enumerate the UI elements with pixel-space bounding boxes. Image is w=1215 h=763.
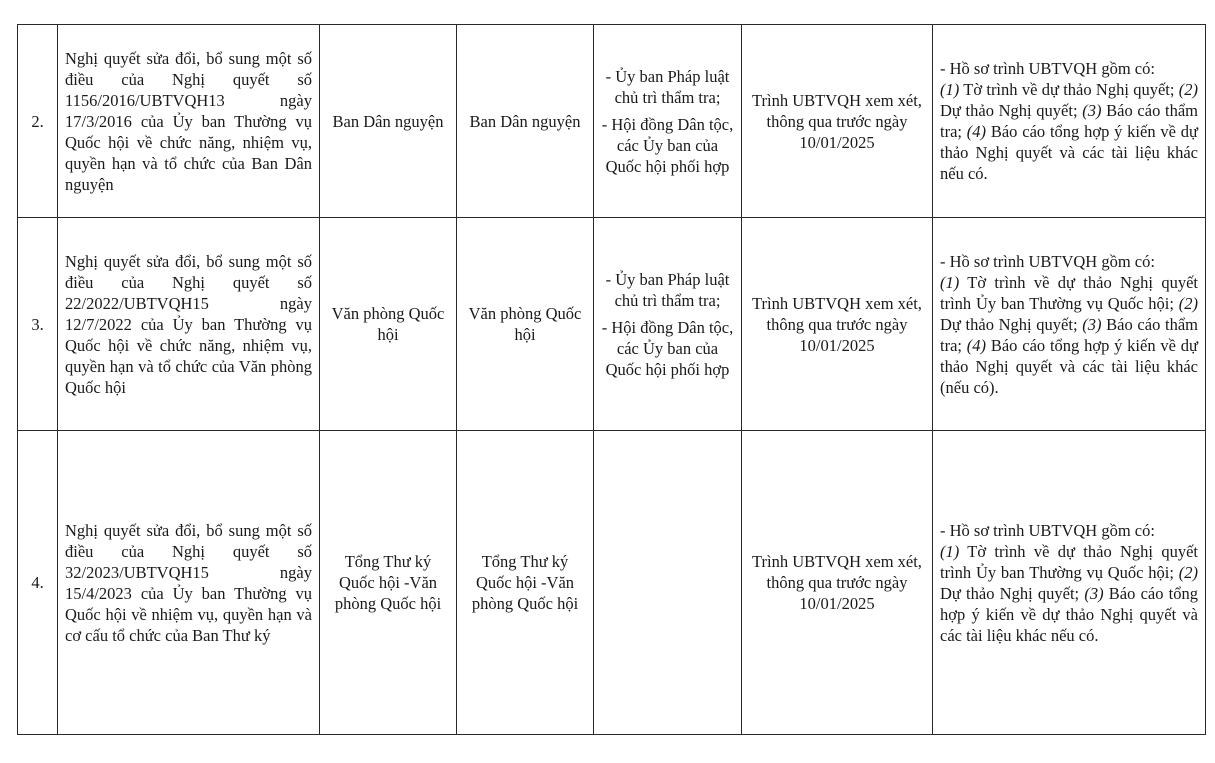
drafting-agency: Văn phòng Quốc hội bbox=[457, 218, 594, 431]
dossier-intro: - Hồ sơ trình UBTVQH gồm có: bbox=[940, 520, 1155, 540]
dossier-item-number: (2) bbox=[1178, 562, 1198, 582]
lead-agency: Ban Dân nguyện bbox=[320, 25, 457, 218]
review-coordinate: - Hội đồng Dân tộc, các Ủy ban của Quốc hội phối hợp bbox=[601, 114, 734, 176]
resolution-title: Nghị quyết sửa đổi, bổ sung một số điều của Nghị quyết số 1156/2016/UBTVQH13 ngày 17/3/2016 của Ủy ban Thường vụ Quốc hội về chức năng, nhiệm vụ, quyền hạn và tổ chức của Ban Dân nguyện bbox=[58, 25, 320, 218]
dossier-item-text: Dự thảo Nghị quyết; bbox=[940, 314, 1083, 334]
dossier-item-number: (3) bbox=[1084, 583, 1104, 603]
row-number: 4. bbox=[18, 431, 58, 735]
review-lead: - Ủy ban Pháp luật chủ trì thẩm tra; bbox=[605, 66, 730, 107]
table-row bbox=[18, 431, 1206, 735]
review-agencies-empty bbox=[594, 431, 742, 735]
dossier-item-number: (2) bbox=[1178, 293, 1198, 313]
dossier-item-text: Dự thảo Nghị quyết; bbox=[940, 101, 1083, 120]
dossier-item-number: (3) bbox=[1082, 101, 1102, 120]
dossier-item-number: (4) bbox=[966, 122, 987, 141]
timeline: Trình UBTVQH xem xét, thông qua trước ngày 10/01/2025 bbox=[742, 218, 933, 431]
drafting-agency: Ban Dân nguyện bbox=[457, 25, 594, 218]
dossier-item-number: (1) bbox=[940, 541, 960, 561]
dossier-item-number: (2) bbox=[1178, 80, 1198, 99]
drafting-agency: Tổng Thư ký Quốc hội -Văn phòng Quốc hội bbox=[457, 431, 594, 735]
dossier-item-number: (3) bbox=[1082, 314, 1102, 334]
resolution-table bbox=[17, 24, 1206, 735]
lead-agency: Văn phòng Quốc hội bbox=[320, 218, 457, 431]
dossier-item-text: Báo cáo tổng hợp ý kiến về dự thảo Nghị quyết và các tài liệu khác (nếu có). bbox=[940, 335, 1198, 397]
dossier bbox=[933, 25, 1206, 218]
dossier-item-text: Tờ trình về dự thảo Nghị quyết; bbox=[959, 80, 1179, 99]
review-agencies bbox=[594, 25, 742, 218]
resolution-title: Nghị quyết sửa đổi, bổ sung một số điều của Nghị quyết số 22/2022/UBTVQH15 ngày 12/7/2022 của Ủy ban Thường vụ Quốc hội về chức năng, nhiệm vụ, quyền hạn và tổ chức của Văn phòng Quốc hội bbox=[58, 218, 320, 431]
timeline: Trình UBTVQH xem xét, thông qua trước ngày 10/01/2025 bbox=[742, 431, 933, 735]
review-coordinate: - Hội đồng Dân tộc, các Ủy ban của Quốc hội phối hợp bbox=[601, 317, 734, 379]
dossier bbox=[933, 431, 1206, 735]
dossier-item-text: Tờ trình về dự thảo Nghị quyết trình Ủy ban Thường vụ Quốc hội; bbox=[940, 541, 1198, 582]
table-row bbox=[18, 25, 1206, 218]
dossier-item-text: Tờ trình về dự thảo Nghị quyết trình Ủy ban Thường vụ Quốc hội; bbox=[940, 272, 1198, 313]
table-row bbox=[18, 218, 1206, 431]
resolution-title: Nghị quyết sửa đổi, bổ sung một số điều của Nghị quyết số 32/2023/UBTVQH15 ngày 15/4/2023 của Ủy ban Thường vụ Quốc hội về nhiệm vụ, quyền hạn và cơ cấu tổ chức của Ban Thư ký bbox=[58, 431, 320, 735]
timeline: Trình UBTVQH xem xét, thông qua trước ngày 10/01/2025 bbox=[742, 25, 933, 218]
lead-agency: Tổng Thư ký Quốc hội -Văn phòng Quốc hội bbox=[320, 431, 457, 735]
review-agencies bbox=[594, 218, 742, 431]
dossier-item-text: Báo cáo thẩm tra; bbox=[940, 314, 1198, 355]
dossier-item-number: (1) bbox=[940, 272, 960, 292]
dossier-intro: - Hồ sơ trình UBTVQH gồm có: bbox=[940, 59, 1155, 78]
dossier-item-text: Báo cáo tổng hợp ý kiến về dự thảo Nghị quyết và các tài liệu khác nếu có. bbox=[940, 583, 1198, 645]
dossier-item-number: (1) bbox=[940, 80, 960, 99]
dossier-item-text: Báo cáo tổng hợp ý kiến về dự thảo Nghị quyết và các tài liệu khác nếu có. bbox=[940, 122, 1198, 183]
dossier-item-text: Dự thảo Nghị quyết; bbox=[940, 583, 1085, 603]
dossier-intro: - Hồ sơ trình UBTVQH gồm có: bbox=[940, 251, 1155, 271]
review-lead: - Ủy ban Pháp luật chủ trì thẩm tra; bbox=[605, 269, 730, 310]
row-number: 3. bbox=[18, 218, 58, 431]
dossier-item-text: Báo cáo thẩm tra; bbox=[940, 101, 1198, 141]
row-number: 2. bbox=[18, 25, 58, 218]
dossier bbox=[933, 218, 1206, 431]
dossier-item-number: (4) bbox=[966, 335, 987, 355]
